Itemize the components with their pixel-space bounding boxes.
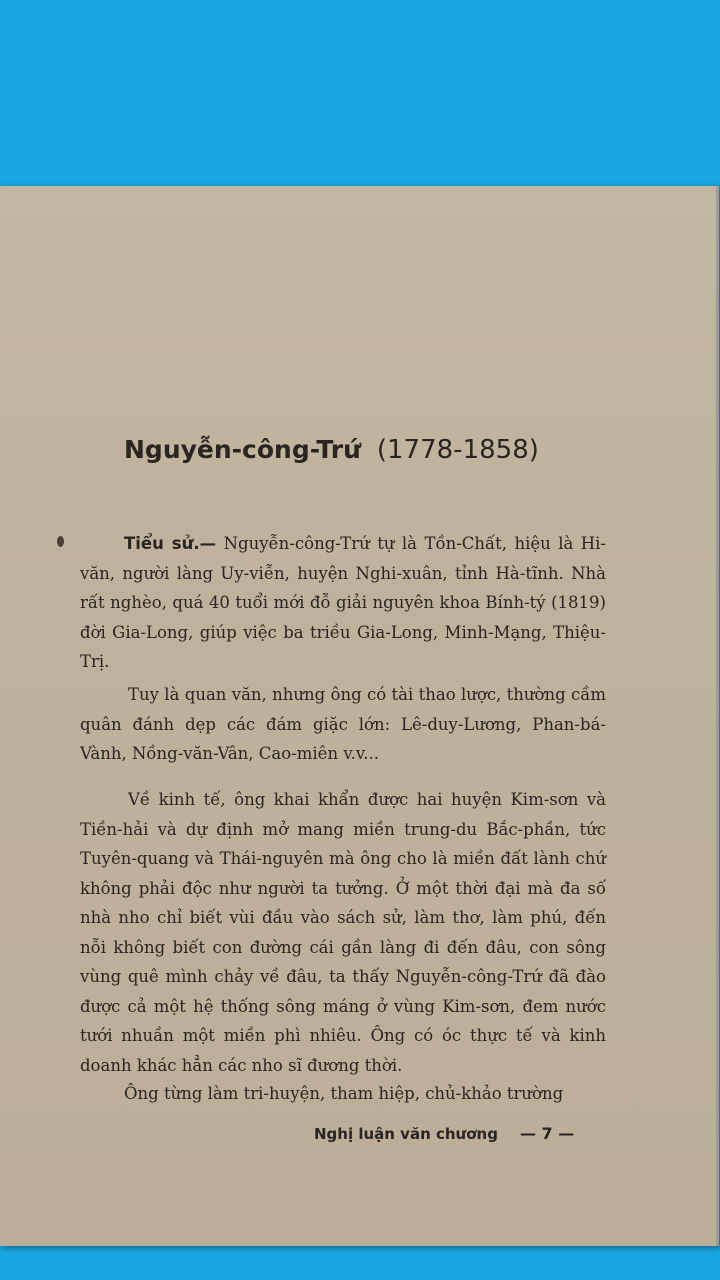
chapter-heading	[124, 435, 539, 465]
page-number: — 7 —	[519, 1124, 575, 1143]
chapter-name: Nguyễn-công-Trứ	[124, 435, 361, 464]
chapter-years: (1778-1858)	[376, 435, 539, 465]
ink-spot	[57, 536, 64, 547]
military-paragraph: Tuy là quan văn, nhưng ông có tài thao lược, thường cầm quân đánh dẹp các đám giặc lớn: Lê-duy-Lương, Phan-bá-Vành, Nồng-văn-Vân, Cao-miên v.v...	[80, 685, 606, 763]
book-title: Nghị luận văn chương	[314, 1125, 498, 1143]
biography-lead: Tiểu sử.—	[124, 534, 217, 553]
biography-paragraph	[80, 529, 606, 677]
economy-paragraph: Về kinh tế, ông khai khẩn được hai huyện Kim-sơn và Tiền-hải và dự định mở mang miền trung-du Bắc-phần, tức Tuyên-quang và Thái-nguyên mà ông cho là miền đất lành chứ không phải độc như người ta tưởng. Ở một thời đại mà đa số nhà nho chỉ biết vùi đầu vào sách sử, làm thơ, làm phú, đến nỗi không biết con đường cái gần làng đi đến đâu, con sông vùng quê mình chảy về đâu, ta thấy Nguyễn-công-Trứ đã đào được cả một hệ thống sông máng ở vùng Kim-sơn, đem nước tưới nhuần một miền phì nhiêu. Ông có óc thực tế và kinh doanh khác hẳn các nho sĩ đương thời.	[80, 790, 606, 1075]
career-paragraph: Ông từng làm tri-huyện, tham hiệp, chủ-khảo trường	[124, 1084, 564, 1103]
biography-text: Nguyễn-công-Trứ tự là Tồn-Chất, hiệu là Hi-văn, người làng Uy-viễn, huyện Nghi-xuân, tỉnh Hà-tĩnh. Nhà rất nghèo, quá 40 tuổi mới đỗ giải nguyên khoa Bính-tý (1819) đời Gia-Long, giúp việc ba triều Gia-Long, Minh-Mạng, Thiệu-Trị.	[80, 534, 606, 671]
page-footer	[314, 1124, 574, 1143]
